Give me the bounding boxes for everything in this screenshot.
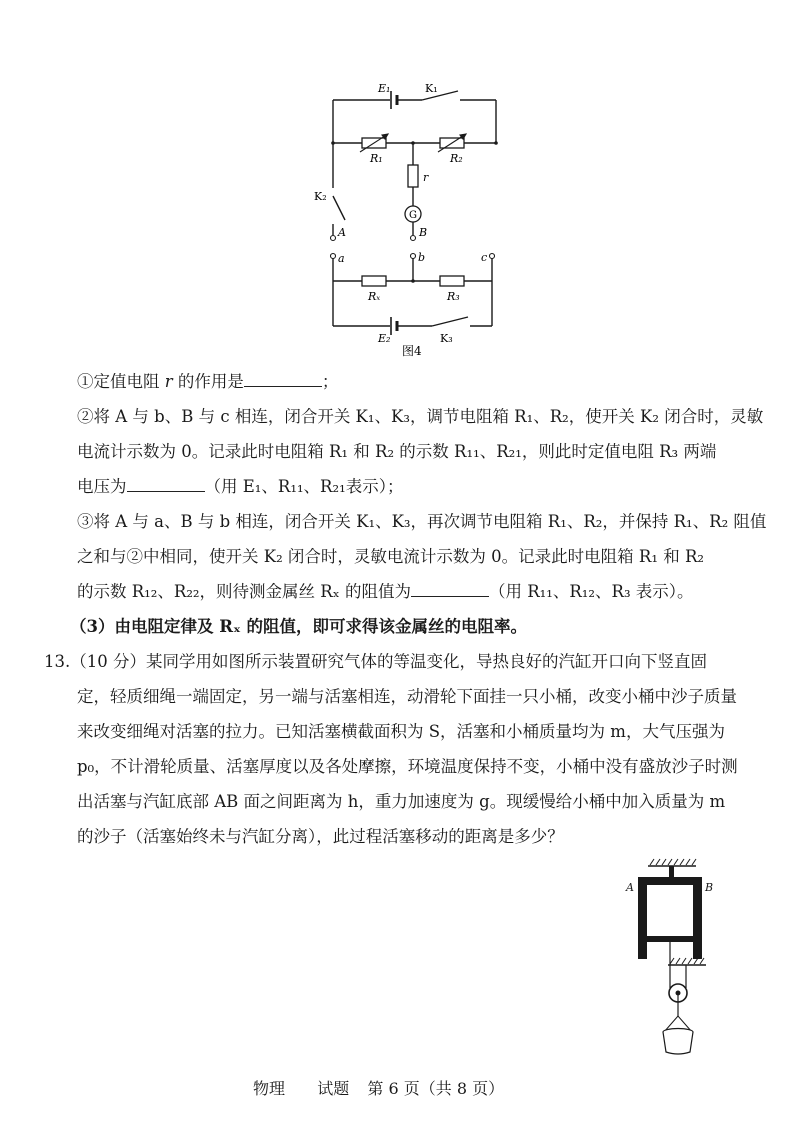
label-k1: K₁	[425, 82, 438, 95]
q12-item-2-line3: 电压为 （用 E₁、R₁₁、R₂₁表示）；	[77, 477, 404, 496]
q12-part-3: （3）由电阻定律及 Rₓ 的阻值，即可求得该金属丝的电阻率。	[70, 617, 528, 636]
footer-type: 试题	[317, 1079, 350, 1098]
figure-caption: 图4	[402, 344, 422, 358]
q12-item-3-line2: 之和与②中相同，使开关 K₂ 闭合时，灵敏电流计示数为 0。记录此时电阻箱 R₁ 和 R₂	[77, 547, 704, 566]
label-e1: E₁	[378, 82, 391, 95]
q13-line4: p₀，不计滑轮质量、活塞厚度以及各处摩擦，环境温度保持不变，小桶中没有盛放沙子时测	[77, 757, 738, 776]
circuit-diagram-fig4	[0, 0, 800, 360]
label-rx: Rₓ	[368, 290, 381, 303]
q12-item-2-line1: ②将 A 与 b、B 与 c 相连，闭合开关 K₁、K₃，调节电阻箱 R₁、R₂，使开关 K₂ 闭合时，灵敏	[77, 407, 764, 426]
label-k3: K₃	[440, 332, 453, 345]
answer-blank-3[interactable]	[411, 582, 489, 597]
label-g: G	[409, 210, 417, 221]
label-e2: E₂	[378, 332, 391, 345]
label-a: A	[626, 881, 634, 894]
q13-line1: 13.（10 分）某同学用如图所示装置研究气体的等温变化，导热良好的汽缸开口向下竖直固	[44, 652, 707, 671]
label-r1: R₁	[370, 152, 383, 165]
answer-blank-2[interactable]	[127, 477, 205, 492]
q12-item-1: ①定值电阻 r 的作用是 ；	[77, 372, 339, 391]
answer-blank-1[interactable]	[244, 372, 322, 387]
label-a-upper: A	[338, 226, 346, 239]
label-b: B	[705, 881, 714, 894]
q12-item-2-line2: 电流计示数为 0。记录此时电阻箱 R₁ 和 R₂ 的示数 R₁₁、R₂₁，则此时定值电阻 R₃ 两端	[77, 442, 717, 461]
q12-item-3-line3: 的示数 R₁₂、R₂₂，则待测金属丝 Rₓ 的阻值为 （用 R₁₁、R₁₂、R₃ 表示）。	[77, 582, 694, 601]
label-b-upper: B	[419, 226, 428, 239]
footer-subject: 物理	[253, 1079, 286, 1098]
q12-item-3-line1: ③将 A 与 a、B 与 b 相连，闭合开关 K₁、K₃，再次调节电阻箱 R₁、R₂，并保持 R₁、R₂ 阻值	[77, 512, 767, 531]
q13-line2: 定，轻质细绳一端固定，另一端与活塞相连，动滑轮下面挂一只小桶，改变小桶中沙子质量	[77, 687, 737, 706]
label-k2: K₂	[314, 190, 327, 203]
question-number: 13.	[44, 652, 71, 671]
q13-line6: 的沙子（活塞始终未与汽缸分离），此过程活塞移动的距离是多少？	[77, 827, 564, 846]
label-r: r	[423, 171, 429, 184]
page-footer	[253, 1079, 504, 1099]
label-b-lower: b	[418, 251, 426, 264]
label-r3: R₃	[447, 290, 460, 303]
label-r2: R₂	[450, 152, 463, 165]
q13-line3: 来改变细绳对活塞的拉力。已知活塞横截面积为 S，活塞和小桶质量均为 m，大气压强为	[77, 722, 725, 741]
footer-page: 第 6 页（共 8 页）	[367, 1079, 505, 1098]
cylinder-pulley-figure	[620, 850, 720, 1070]
label-a-lower: a	[338, 252, 345, 265]
label-c-lower: c	[481, 251, 488, 264]
q13-line5: 出活塞与汽缸底部 AB 面之间距离为 h，重力加速度为 g。现缓慢给小桶中加入质量为 m	[77, 792, 726, 811]
